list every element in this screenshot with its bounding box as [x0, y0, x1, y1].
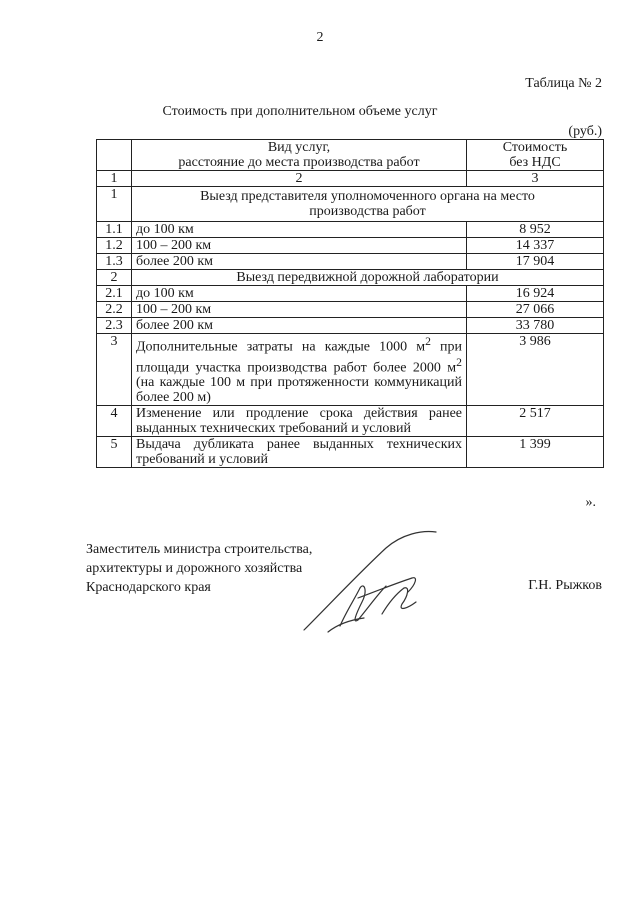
unit-label: (руб.) — [568, 124, 602, 139]
row3-sup-b: 2 — [456, 355, 462, 369]
page-number: 2 — [316, 30, 324, 45]
row-value: 8 952 — [467, 222, 604, 238]
header-cost-line2: без НДС — [509, 155, 561, 170]
column-number: 2 — [132, 171, 467, 187]
header-cost-line1: Стоимость — [502, 140, 568, 155]
row-value: 27 066 — [467, 302, 604, 318]
table-row — [97, 222, 604, 238]
row-description: более 200 км — [132, 318, 467, 334]
row-number: 2.3 — [97, 318, 132, 334]
header-service-cell — [132, 140, 467, 171]
table-reference: Таблица № 2 — [525, 76, 602, 91]
signatory-title-line1: Заместитель министра строительства, — [86, 542, 313, 557]
row3-text-a: Дополнительные затраты на каждые 1000 м — [136, 339, 426, 355]
row-number: 1.3 — [97, 254, 132, 270]
row-value: 2 517 — [467, 406, 604, 437]
table-row — [97, 437, 604, 468]
header-cost-cell — [467, 140, 604, 171]
row-description: более 200 км — [132, 254, 467, 270]
table-header-row — [97, 140, 604, 171]
row-value: 1 399 — [467, 437, 604, 468]
row-number: 2.2 — [97, 302, 132, 318]
section-row — [97, 270, 604, 286]
section-number: 2 — [97, 270, 132, 286]
section-title: Выезд передвижной дорожной лаборатории — [132, 270, 604, 286]
table-row — [97, 302, 604, 318]
row-description: Изменение или продление срока действия ранее выданных технических требований и условий — [132, 406, 467, 437]
row-number: 3 — [97, 334, 132, 406]
cost-table — [96, 139, 604, 468]
signer-name: Г.Н. Рыжков — [528, 578, 602, 593]
header-num-cell — [97, 140, 132, 171]
signatory-title-line2: архитектуры и дорожного хозяйства — [86, 561, 303, 576]
row3-text-c: (на каждые 100 м при протяженности коммуникаций более 200 м) — [136, 375, 462, 406]
row-value: 33 780 — [467, 318, 604, 334]
table-row — [97, 238, 604, 254]
section-row — [97, 187, 604, 222]
row-description — [132, 334, 467, 406]
signatory-title-line3: Краснодарского края — [86, 580, 211, 595]
row-value: 17 904 — [467, 254, 604, 270]
row-value: 3 986 — [467, 334, 604, 406]
header-service-line1: Вид услуг, — [267, 140, 331, 155]
row-description: до 100 км — [132, 286, 467, 302]
table-row — [97, 286, 604, 302]
table-title: Стоимость при дополнительном объеме услуг — [162, 104, 438, 119]
row-description: до 100 км — [132, 222, 467, 238]
table-row — [97, 406, 604, 437]
section-number: 1 — [97, 187, 132, 222]
table-row — [97, 318, 604, 334]
row-description: Выдача дубликата ранее выданных технических требований и условий — [132, 437, 467, 468]
row-number: 5 — [97, 437, 132, 468]
row-number: 1.1 — [97, 222, 132, 238]
row-description: 100 – 200 км — [132, 302, 467, 318]
row3-text-b: при площади участка производства работ более 2000 м — [136, 339, 462, 376]
row-number: 1.2 — [97, 238, 132, 254]
column-number: 3 — [467, 171, 604, 187]
handwritten-signature — [298, 528, 448, 638]
row-number: 4 — [97, 406, 132, 437]
column-number: 1 — [97, 171, 132, 187]
closing-quote-mark: ». — [585, 495, 596, 510]
row3-sup-a: 2 — [425, 335, 431, 348]
table-row — [97, 334, 604, 406]
row-number: 2.1 — [97, 286, 132, 302]
row-value: 14 337 — [467, 238, 604, 254]
signatory-block — [86, 540, 312, 597]
row-value: 16 924 — [467, 286, 604, 302]
table-row — [97, 254, 604, 270]
column-number-row — [97, 171, 604, 187]
section-title: Выезд представителя уполномоченного органа на место производства работ — [132, 187, 604, 222]
header-service-line2: расстояние до места производства работ — [178, 155, 420, 170]
row-description: 100 – 200 км — [132, 238, 467, 254]
